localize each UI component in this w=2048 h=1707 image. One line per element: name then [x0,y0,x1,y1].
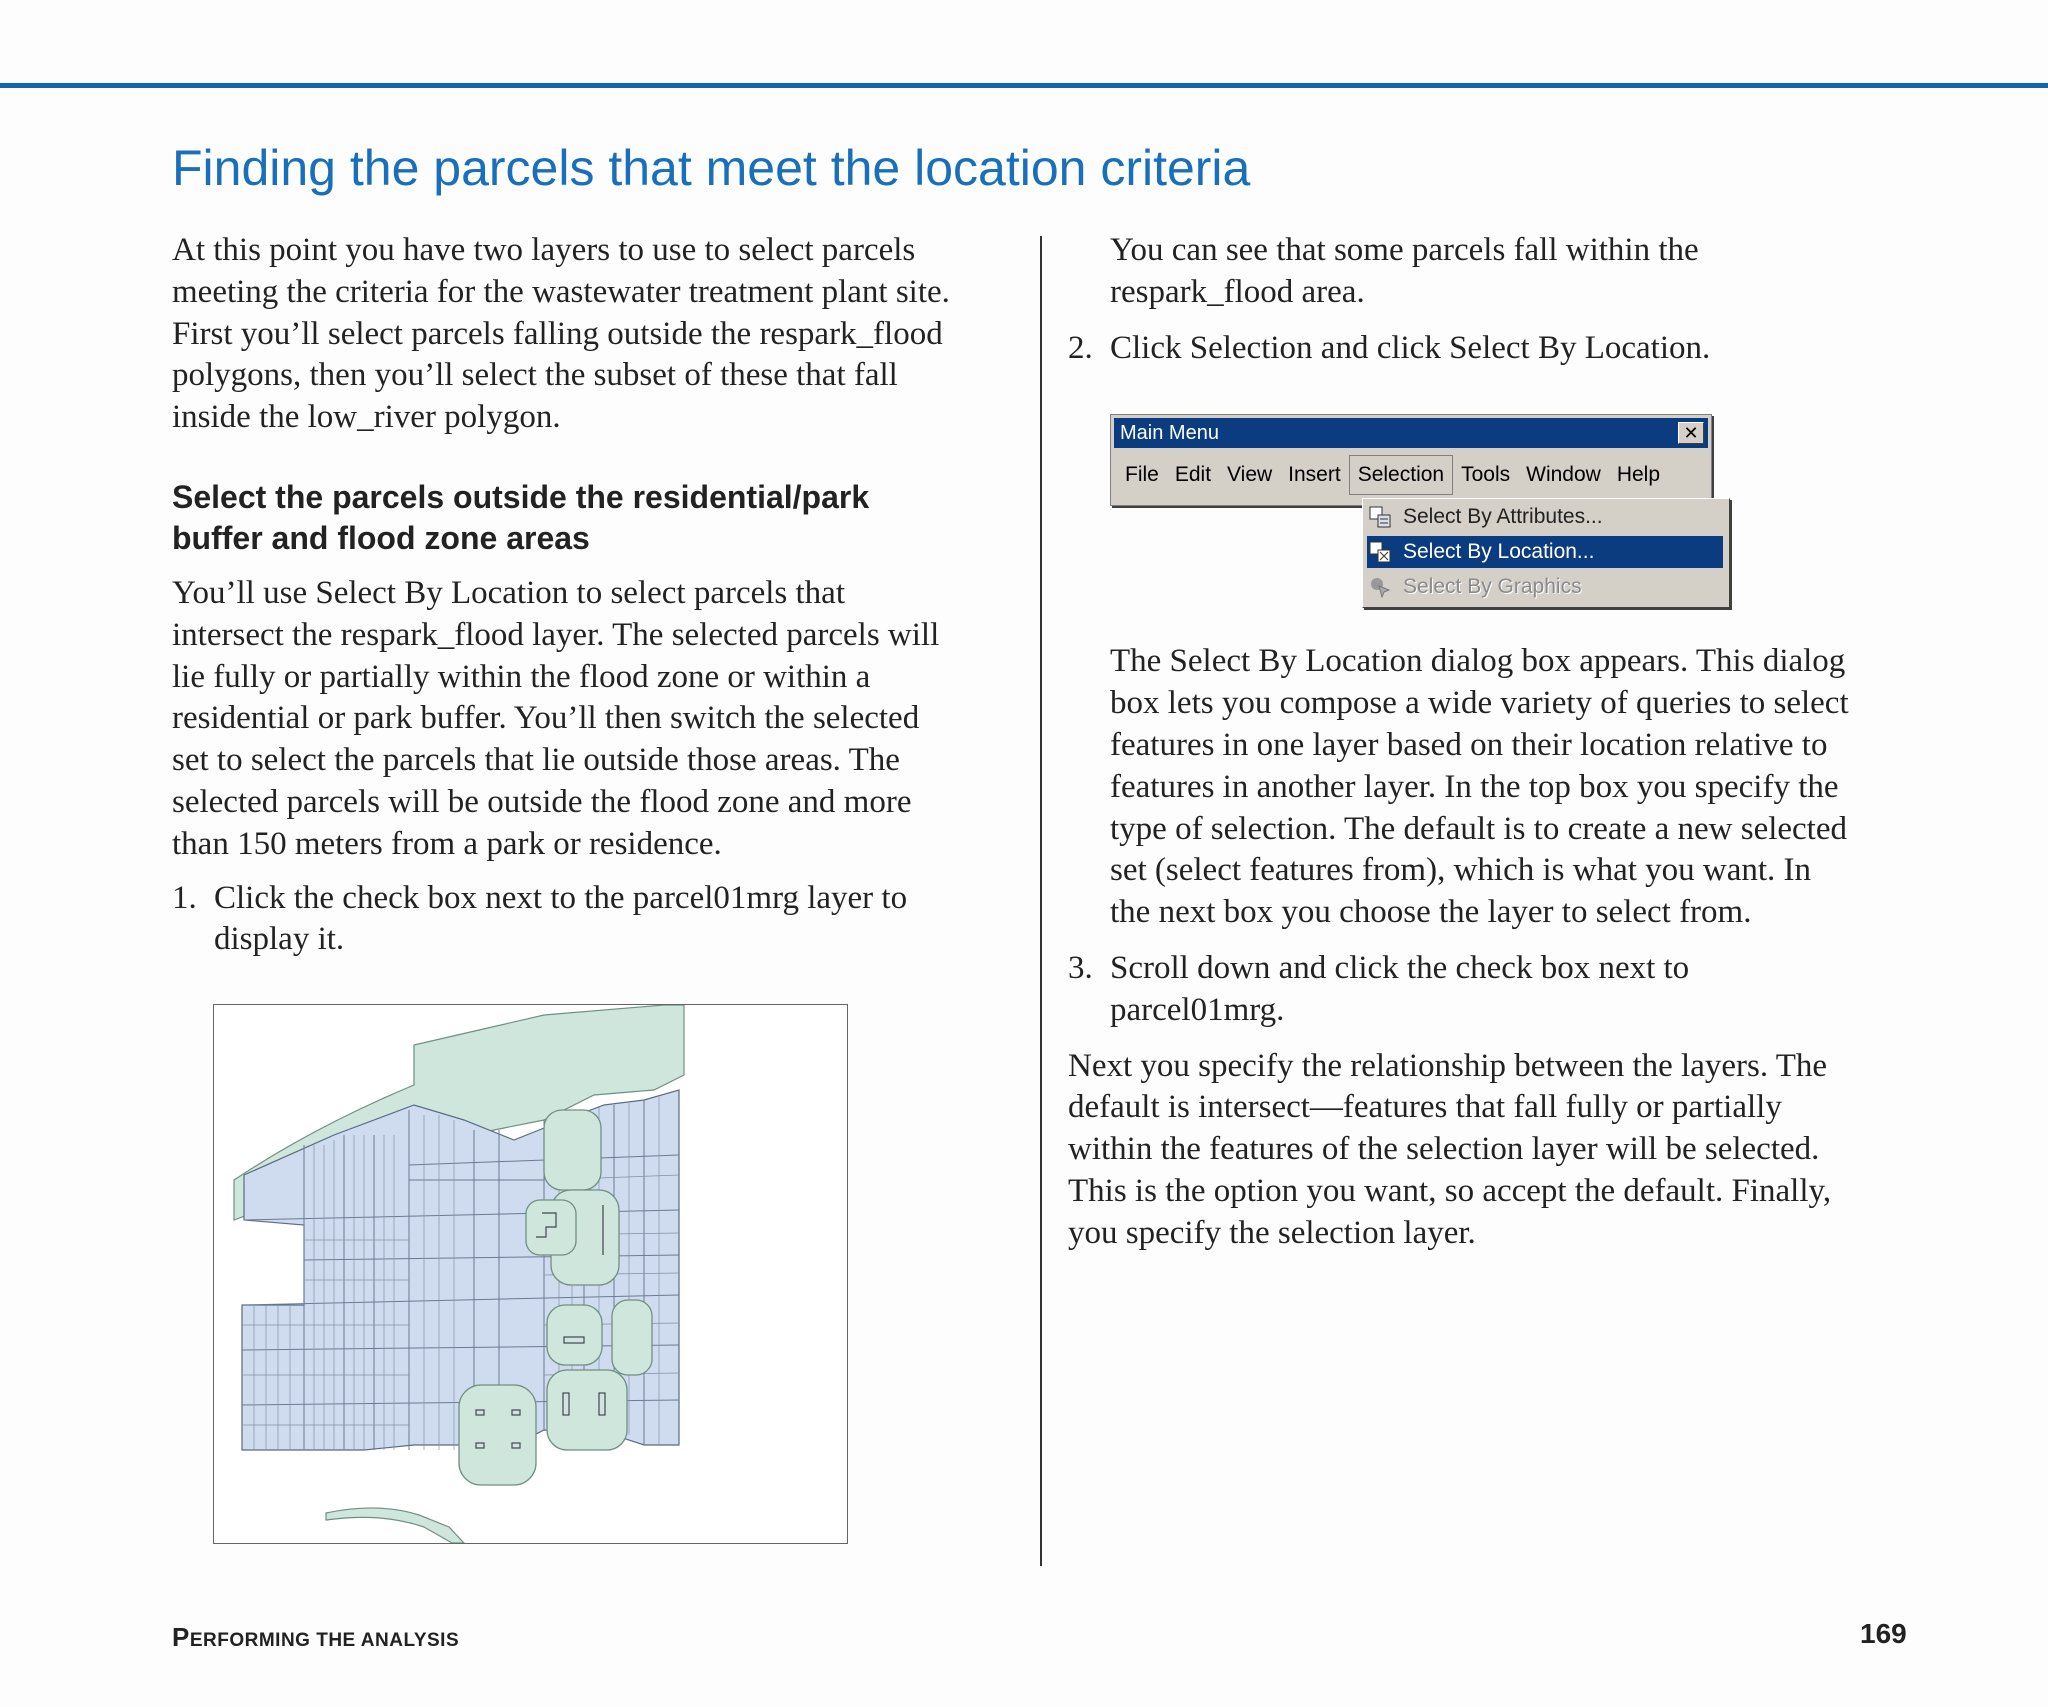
final-line: default is intersect—features that fall fully or partially [1068,1089,1782,1126]
top-rule [0,83,2048,88]
intro-paragraph [172,230,1012,439]
dialog-line: features in one layer based on their location relative to [1110,726,1828,763]
final-paragraph [1068,1046,1908,1255]
menu-view[interactable]: View [1227,463,1273,486]
menu-item-select-by-graphics[interactable] [1367,571,1723,603]
section-heading [172,477,1012,559]
dialog-line: set (select features from), which is what you want. In [1110,852,1812,889]
body-line: set to select the parcels that lie outside those areas. The [172,742,900,779]
menu-insert[interactable]: Insert [1288,463,1341,486]
window-title: Main Menu [1120,422,1219,444]
final-line: within the features of the selection layer will be selected. [1068,1131,1820,1168]
menu-item-label: Select By Location... [1403,540,1595,563]
low-river-strip [326,1508,464,1543]
main-menu-window [1110,414,1712,506]
body-line: lie fully or partially within the flood zone or within a [172,658,871,695]
right-column [1068,230,1908,1255]
menu-item-label: Select By Graphics [1403,575,1582,598]
step-number: 2. [1068,329,1093,366]
heading-line: buffer and flood zone areas [172,519,590,556]
intro-line: polygons, then you’ll select the subset of these that fall [172,357,898,394]
menu-item-label: Select By Attributes... [1403,505,1603,528]
spacer [172,866,1012,878]
parcel-map [214,1005,847,1543]
select-by-graphics-icon [1369,576,1391,598]
dialog-paragraph [1068,641,1908,934]
heading-line: Select the parcels outside the residential/park [172,478,870,515]
final-line: Next you specify the relationship between the layers. The [1068,1047,1828,1084]
main-menu-titlebar [1114,418,1708,448]
final-line: This is the option you want, so accept the default. Finally, [1068,1172,1832,1209]
page-number: 169 [1860,1618,1907,1649]
spacer [1068,934,1908,948]
body-line: selected parcels will be outside the flood zone and more [172,783,912,820]
step-number: 3. [1068,949,1093,986]
menu-help[interactable]: Help [1616,463,1661,486]
cont-line: You can see that some parcels fall within the [1110,232,1699,268]
step-number: 1. [172,879,197,916]
menu-bar [1117,455,1668,495]
parcel-map-figure [213,1004,848,1544]
column-divider [1040,236,1042,1566]
menu-item-select-by-location[interactable] [1367,536,1723,568]
dialog-line: box lets you compose a wide variety of queries to select [1110,685,1849,722]
close-button[interactable]: ✕ [1678,422,1704,444]
footer-initial: P [172,1622,190,1652]
dialog-line: the next box you choose the layer to select from. [1110,894,1752,931]
spacer [172,559,1012,573]
step-line: Click the check box next to the parcel01mrg layer to [214,879,908,916]
intro-line: meeting the criteria for the wastewater treatment plant site. [172,273,950,310]
intro-line: First you’ll select parcels falling outside the respark_flood [172,315,943,352]
intro-line: inside the low_river polygon. [172,399,561,436]
body-line: residential or park buffer. You’ll then switch the selected [172,700,920,737]
dialog-line: The Select By Location dialog box appears. This dialog [1110,643,1846,680]
intro-line: At this point you have two layers to use to select parcels [172,232,916,268]
step-line: Scroll down and click the check box next to [1110,949,1690,986]
menu-window[interactable]: Window [1526,463,1601,486]
menu-file[interactable]: File [1125,463,1159,486]
step-line: display it. [214,921,345,958]
cont-line: respark_flood area. [1110,273,1365,310]
running-footer [172,1622,459,1653]
body-line: You’ll use Select By Location to select parcels that [172,574,845,611]
page-title: Finding the parcels that meet the location criteria [172,140,1251,196]
left-column [172,230,1012,961]
main-menu-figure [1110,414,1740,614]
body-line: than 150 meters from a park or residence. [172,825,722,862]
menu-edit[interactable]: Edit [1174,463,1212,486]
body-line: intersect the respark_flood layer. The selected parcels will [172,616,940,653]
menu-item-select-by-attributes[interactable] [1367,501,1723,533]
menu-selection[interactable]: Selection [1349,455,1453,495]
body-paragraph [172,573,1012,866]
spacer [172,439,1012,477]
step-line: parcel01mrg. [1110,991,1285,1028]
select-by-location-icon [1369,541,1391,563]
step-2 [1068,328,1908,370]
continuation-paragraph [1068,230,1908,314]
spacer [1068,1032,1908,1046]
step-3 [1068,948,1908,1032]
step-1 [172,878,1012,962]
final-line: you specify the selection layer. [1068,1214,1476,1251]
selection-dropdown [1362,498,1730,608]
dialog-line: type of selection. The default is to create a new selected [1110,810,1847,847]
step-line: Click Selection and click Select By Location. [1110,329,1711,366]
dialog-line: features in another layer. In the top box you specify the [1110,768,1839,805]
spacer [1068,314,1908,328]
select-by-attributes-icon [1369,506,1391,528]
footer-text: ERFORMING THE ANALYSIS [189,1630,460,1651]
menu-tools[interactable]: Tools [1461,463,1511,486]
